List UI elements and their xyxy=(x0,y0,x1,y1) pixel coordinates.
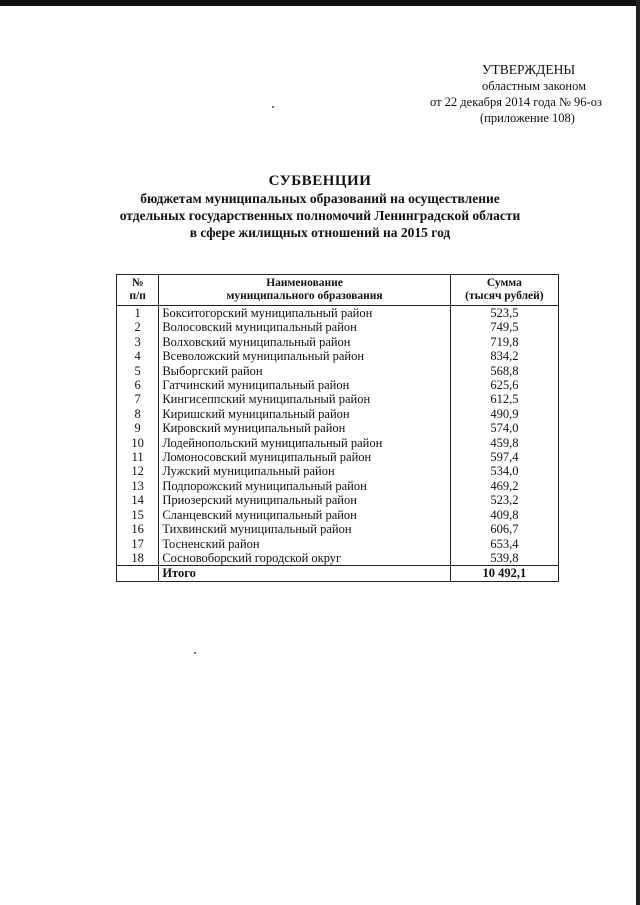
scan-top-edge xyxy=(0,0,640,6)
table-header-row xyxy=(117,275,559,306)
row-name: Кировский муниципальный район xyxy=(159,421,450,435)
approval-law-type: областным законом xyxy=(482,79,587,93)
row-number: 12 xyxy=(117,464,159,478)
approval-stamp xyxy=(430,62,630,126)
approval-law-date: от 22 декабря 2014 года № 96-оз xyxy=(430,95,602,109)
table-row xyxy=(117,378,559,392)
row-name: Тихвинский муниципальный район xyxy=(159,522,450,536)
row-name: Волосовский муниципальный район xyxy=(159,320,450,334)
header-name: Наименование муниципального образования xyxy=(159,275,450,306)
row-number: 17 xyxy=(117,537,159,551)
table-row xyxy=(117,522,559,536)
row-name: Подпорожский муниципальный район xyxy=(159,479,450,493)
row-sum: 625,6 xyxy=(450,378,558,392)
row-name: Лодейнопольский муниципальный район xyxy=(159,436,450,450)
table-row xyxy=(117,407,559,421)
title-line-3: в сфере жилищных отношений на 2015 год xyxy=(189,225,451,240)
row-number: 11 xyxy=(117,450,159,464)
total-number-cell xyxy=(117,566,159,581)
table-body xyxy=(117,306,559,566)
row-number: 9 xyxy=(117,421,159,435)
title-main: СУБВЕНЦИИ xyxy=(268,173,372,189)
row-name: Тосненский район xyxy=(159,537,450,551)
document-title xyxy=(0,172,640,241)
table-row xyxy=(117,450,559,464)
header-number: № п/п xyxy=(117,275,159,306)
row-sum: 459,8 xyxy=(450,436,558,450)
row-sum: 534,0 xyxy=(450,464,558,478)
row-number: 14 xyxy=(117,493,159,507)
row-sum: 719,8 xyxy=(450,335,558,349)
header-sum: Сумма (тысяч рублей) xyxy=(450,275,558,306)
row-name: Бокситогорский муниципальный район xyxy=(159,306,450,321)
table-row xyxy=(117,349,559,363)
row-name: Киришский муниципальный район xyxy=(159,407,450,421)
row-name: Ломоносовский муниципальный район xyxy=(159,450,450,464)
row-name: Сосновоборский городской округ xyxy=(159,551,450,566)
row-name: Приозерский муниципальный район xyxy=(159,493,450,507)
row-sum: 597,4 xyxy=(450,450,558,464)
row-name: Выборгский район xyxy=(159,364,450,378)
scan-speck xyxy=(272,106,274,108)
title-line-2: отдельных государственных полномочий Ленинградской области xyxy=(119,208,521,223)
table-row xyxy=(117,493,559,507)
row-sum: 409,8 xyxy=(450,508,558,522)
scan-right-edge xyxy=(636,0,640,905)
table-row xyxy=(117,364,559,378)
table-row xyxy=(117,335,559,349)
row-sum: 606,7 xyxy=(450,522,558,536)
table-row xyxy=(117,421,559,435)
row-name: Всеволожский муниципальный район xyxy=(159,349,450,363)
row-number: 18 xyxy=(117,551,159,566)
approval-appendix: (приложение 108) xyxy=(480,111,575,125)
row-sum: 490,9 xyxy=(450,407,558,421)
table-row xyxy=(117,436,559,450)
row-sum: 653,4 xyxy=(450,537,558,551)
scan-speck xyxy=(194,652,196,654)
table-row xyxy=(117,537,559,551)
title-line-1: бюджетам муниципальных образований на осуществление xyxy=(140,191,500,206)
row-sum: 523,2 xyxy=(450,493,558,507)
total-label: Итого xyxy=(159,566,450,581)
total-sum: 10 492,1 xyxy=(450,566,558,581)
row-name: Кингисеппский муниципальный район xyxy=(159,392,450,406)
row-number: 7 xyxy=(117,392,159,406)
row-name: Сланцевский муниципальный район xyxy=(159,508,450,522)
row-number: 16 xyxy=(117,522,159,536)
row-sum: 834,2 xyxy=(450,349,558,363)
row-number: 4 xyxy=(117,349,159,363)
table-row xyxy=(117,320,559,334)
row-name: Волховский муниципальный район xyxy=(159,335,450,349)
row-sum: 568,8 xyxy=(450,364,558,378)
row-sum: 749,5 xyxy=(450,320,558,334)
row-sum: 523,5 xyxy=(450,306,558,321)
row-number: 8 xyxy=(117,407,159,421)
row-number: 10 xyxy=(117,436,159,450)
row-number: 13 xyxy=(117,479,159,493)
approval-heading: УТВЕРЖДЕНЫ xyxy=(482,62,576,77)
subventions-table xyxy=(116,274,559,582)
row-sum: 469,2 xyxy=(450,479,558,493)
row-number: 1 xyxy=(117,306,159,321)
row-number: 6 xyxy=(117,378,159,392)
row-sum: 539,8 xyxy=(450,551,558,566)
table-row xyxy=(117,392,559,406)
row-number: 5 xyxy=(117,364,159,378)
row-sum: 612,5 xyxy=(450,392,558,406)
row-name: Лужский муниципальный район xyxy=(159,464,450,478)
row-number: 2 xyxy=(117,320,159,334)
row-number: 3 xyxy=(117,335,159,349)
row-name: Гатчинский муниципальный район xyxy=(159,378,450,392)
row-sum: 574,0 xyxy=(450,421,558,435)
table-row xyxy=(117,479,559,493)
table-row xyxy=(117,306,559,321)
table-row xyxy=(117,464,559,478)
table-row xyxy=(117,508,559,522)
table-row xyxy=(117,551,559,566)
row-number: 15 xyxy=(117,508,159,522)
total-row xyxy=(117,566,559,581)
